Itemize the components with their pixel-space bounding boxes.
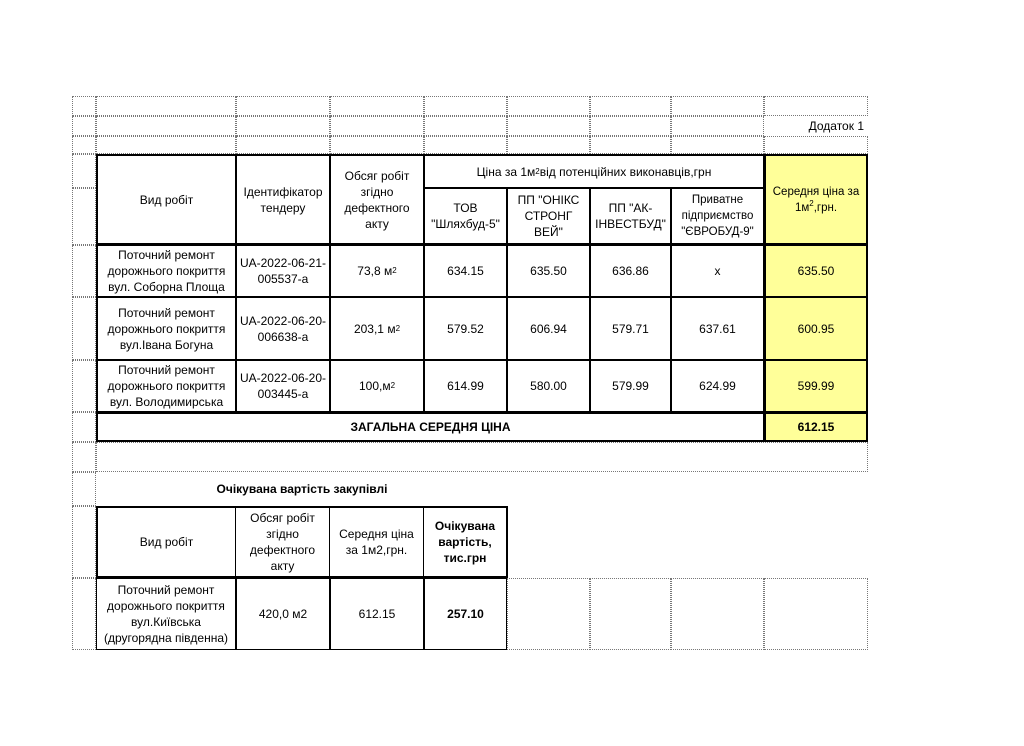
- grid-cell: [671, 116, 764, 136]
- row2-price-4: 637.61: [671, 297, 764, 360]
- grid-cell: [330, 116, 424, 136]
- grid-cell: [764, 578, 868, 650]
- grid-cell: [72, 116, 96, 136]
- row3-price-4: 624.99: [671, 360, 764, 412]
- total-value: 612.15: [764, 412, 868, 442]
- row1-volume: 73,8 м 2: [330, 245, 424, 297]
- table2-title: Очікувана вартість закупівлі: [216, 482, 388, 496]
- t2-row-avg: 612.15: [330, 578, 424, 650]
- grid-cell: [72, 96, 96, 116]
- row3-price-3: 579.99: [590, 360, 671, 412]
- row1-price-1: 634.15: [424, 245, 507, 297]
- row2-volume: 203,1 м 2: [330, 297, 424, 360]
- t2-row-expected: 257.10: [424, 578, 507, 650]
- row2-tender: UA-2022-06-20-006638-a: [236, 297, 330, 360]
- grid-cell: [96, 442, 868, 472]
- row1-tender: UA-2022-06-21-005537-a: [236, 245, 330, 297]
- grid-cell: [72, 188, 96, 245]
- grid-cell: [72, 506, 96, 578]
- grid-cell: [236, 116, 330, 136]
- row2-avg: 600.95: [764, 297, 868, 360]
- grid-cell: [764, 96, 868, 116]
- appendix-label: Додаток 1: [808, 119, 864, 133]
- row3-avg: 599.99: [764, 360, 868, 412]
- grid-cell: [764, 136, 868, 154]
- row2-work: Поточний ремонт дорожнього покриття вул.Івана Богуна: [96, 297, 236, 360]
- row1-volume-text: 73,8 м: [357, 264, 393, 278]
- row2-volume-text: 203,1 м: [353, 321, 396, 336]
- row3-work: Поточний ремонт дорожнього покриття вул. Володимирська: [96, 360, 236, 412]
- header-avg-price-sup: 2: [809, 198, 814, 208]
- grid-cell: [590, 116, 671, 136]
- t2-header-work-type: Вид робіт: [96, 506, 236, 578]
- grid-cell: [72, 136, 96, 154]
- t2-header-expected: Очікувана вартість, тис.грн: [424, 506, 508, 578]
- header-price-group: Ціна за 1м 2 від потенційних виконавців,грн: [424, 154, 764, 188]
- header-tender-id: Ідентифікатор тендеру: [236, 154, 330, 245]
- grid-cell: [330, 96, 424, 116]
- grid-cell: [507, 136, 590, 154]
- header-price-group-tail: від потенційних виконавців,грн: [539, 164, 712, 179]
- grid-cell: [72, 245, 96, 297]
- row3-price-1: 614.99: [424, 360, 507, 412]
- grid-cell: [96, 136, 236, 154]
- row3-tender: UA-2022-06-20-003445-a: [236, 360, 330, 412]
- grid-cell: [671, 136, 764, 154]
- header-work-type: Вид робіт: [96, 154, 236, 245]
- header-price-group-text: Ціна за 1м: [476, 164, 536, 179]
- header-vendor-4: Приватне підприємство "ЄВРОБУД-9": [671, 188, 764, 245]
- header-avg-price-tail: ,грн.: [813, 201, 838, 214]
- row2-price-3: 579.71: [590, 297, 671, 360]
- row3-volume-text: 100,м: [358, 379, 391, 393]
- row3-volume: 100,м 2: [330, 360, 424, 412]
- row1-avg: 635.50: [764, 245, 868, 297]
- header-avg-price-text: Середня ціна за 1м: [772, 185, 860, 214]
- grid-cell: [507, 116, 590, 136]
- grid-cell: [507, 96, 590, 116]
- grid-cell: [236, 136, 330, 154]
- grid-cell: [590, 96, 671, 116]
- header-vendor-1: ТОВ "Шляхбуд-5": [424, 188, 507, 245]
- total-label: ЗАГАЛЬНА СЕРЕДНЯ ЦІНА: [96, 412, 764, 442]
- row1-price-4: x: [671, 245, 764, 297]
- grid-cell: [72, 442, 96, 472]
- t2-header-avg-price: Середня ціна за 1м2,грн.: [330, 506, 424, 578]
- header-vendor-3: ПП "АК-ІНВЕСТБУД": [590, 188, 671, 245]
- grid-cell: [590, 578, 671, 650]
- header-volume: Обсяг робіт згідно дефектного акту: [330, 154, 424, 245]
- grid-cell: [507, 578, 590, 650]
- header-vendor-2: ПП "ОНІКС СТРОНГ ВЕЙ": [507, 188, 590, 245]
- grid-cell: [96, 96, 236, 116]
- grid-cell: [72, 578, 96, 650]
- grid-cell: [72, 154, 96, 188]
- grid-cell: [72, 412, 96, 442]
- grid-cell: [96, 116, 236, 136]
- row2-price-1: 579.52: [424, 297, 507, 360]
- grid-cell: [72, 297, 96, 360]
- grid-cell: [72, 472, 96, 506]
- grid-cell: [72, 360, 96, 412]
- row1-price-3: 636.86: [590, 245, 671, 297]
- header-avg-price: [764, 154, 868, 245]
- grid-cell: [236, 96, 330, 116]
- row3-price-2: 580.00: [507, 360, 590, 412]
- grid-cell: [590, 136, 671, 154]
- grid-cell: [424, 96, 507, 116]
- header-avg-price-wrap: [768, 184, 864, 216]
- grid-cell: [330, 136, 424, 154]
- grid-cell: [671, 96, 764, 116]
- grid-cell: [424, 116, 507, 136]
- row1-price-2: 635.50: [507, 245, 590, 297]
- t2-header-volume: Обсяг робіт згідно дефектного акту: [236, 506, 330, 578]
- t2-row-work: Поточний ремонт дорожнього покриття вул.Київська (другорядна південна): [96, 578, 236, 650]
- row1-work: Поточний ремонт дорожнього покриття вул. Соборна Площа: [96, 245, 236, 297]
- grid-cell: [424, 136, 507, 154]
- grid-cell: [671, 578, 764, 650]
- row2-price-2: 606.94: [507, 297, 590, 360]
- t2-row-volume: 420,0 м2: [236, 578, 330, 650]
